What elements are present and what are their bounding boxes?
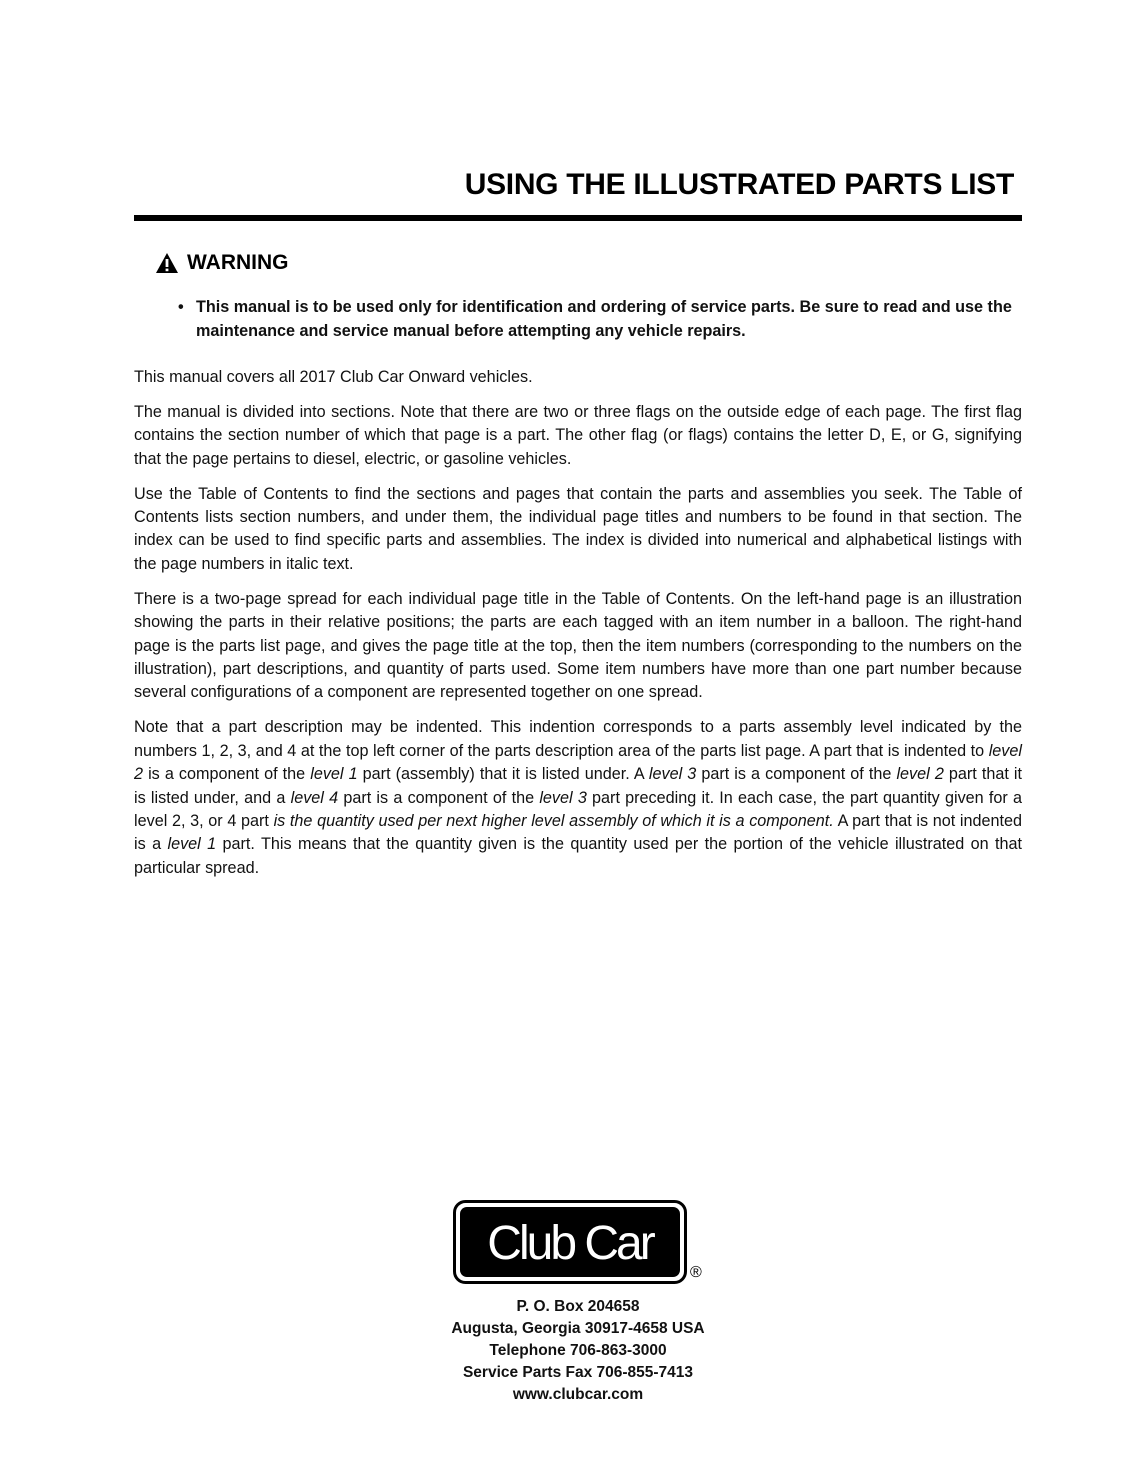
warning-label: WARNING — [187, 251, 289, 274]
text-run: part preceding it. In each case, the part quantity given for a level 2, 3, or 4 part — [134, 788, 1022, 830]
italic-text: level 3 — [539, 788, 587, 807]
warning-list — [178, 296, 1024, 343]
warning-item-text: This manual is to be used only for identification and ordering of service parts. Be sure to read and use the maintenance and service manual before attempting any vehicle repairs. — [196, 298, 1012, 340]
registered-mark: ® — [690, 1264, 702, 1281]
italic-text: level 2 — [896, 765, 944, 784]
warning-header — [155, 251, 289, 275]
body-paragraph — [134, 483, 1022, 577]
address-line: Augusta, Georgia 30917-4658 USA — [451, 1320, 705, 1337]
address-line: P. O. Box 204658 — [516, 1298, 640, 1315]
text-run: part is a component of the — [338, 788, 540, 807]
body-paragraph — [134, 716, 1022, 880]
italic-text: is the quantity used per next higher level assembly of which it is a component. — [273, 811, 834, 830]
text-run: Note that a part description may be indented. This indention corresponds to a parts assembly level indicated by the numbers 1, 2, 3, and 4 at the top left corner of the parts description area of the parts list page. A part that is indented to — [134, 718, 1022, 760]
bullet-icon: • — [178, 298, 184, 316]
body-paragraph — [134, 366, 1022, 389]
text-run: part is a component of the — [696, 765, 897, 784]
text-run: part that it is listed under, and a — [134, 765, 1023, 807]
logo-text: Club Car — [487, 1217, 653, 1270]
text-run: part (assembly) that it is listed under. A — [357, 765, 649, 784]
page-title: USING THE ILLUSTRATED PARTS LIST — [464, 168, 1014, 201]
address-line: Telephone 706-863-3000 — [489, 1342, 667, 1359]
address-block — [378, 1296, 778, 1406]
italic-text: level 3 — [648, 765, 697, 784]
address-line: Service Parts Fax 706-855-7413 — [462, 1364, 694, 1381]
warning-item — [178, 296, 1024, 343]
text-run: There is a two-page spread for each individual page title in the Table of Contents. On the left-hand page is an illustration showing the parts in their relative positions; the parts are each tagged with an item number in a balloon. The right-hand page is the parts list page, and gives the page title at the top, then the item numbers (corresponding to the numbers on the illustration), part descriptions, and quantity of parts used. Some item numbers have more than one part number because several configurations of a component are represented together on one spread. — [134, 589, 1022, 702]
body-paragraph — [134, 588, 1022, 705]
italic-text: level 1 — [310, 765, 358, 784]
text-run: A part that is not indented is a — [134, 811, 1022, 854]
italic-text: level 4 — [290, 788, 339, 807]
text-run: The manual is divided into sections. Note that there are two or three flags on the outside edge of each page. The first flag contains the section number of which that page is a part. The other flag (or flags) contains the letter D, E, or G, signifying that the page pertains to diesel, electric, or gasoline vehicles. — [134, 402, 1022, 468]
body-text — [134, 366, 1022, 892]
address-line: www.clubcar.com — [512, 1386, 644, 1403]
title-rule — [134, 215, 1022, 221]
warning-triangle-icon — [155, 252, 179, 274]
italic-text: level 2 — [134, 741, 1022, 784]
text-run: is a component of the — [143, 765, 311, 784]
body-paragraph — [134, 401, 1022, 471]
text-run: part. This means that the quantity given is the quantity used per the portion of the vehicle illustrated on that particular spread. — [134, 835, 1023, 877]
text-run: Use the Table of Contents to find the sections and pages that contain the parts and assemblies you seek. The Table of Contents lists section numbers, and under them, the individual page titles and numbers to be found in that section. The index can be used to find specific parts and assemblies. The index is divided into numerical and alphabetical listings with the page numbers in italic text. — [134, 484, 1022, 573]
text-run: This manual covers all 2017 Club Car Onward vehicles. — [134, 368, 533, 386]
club-car-logo — [453, 1200, 687, 1284]
italic-text: level 1 — [167, 835, 217, 854]
